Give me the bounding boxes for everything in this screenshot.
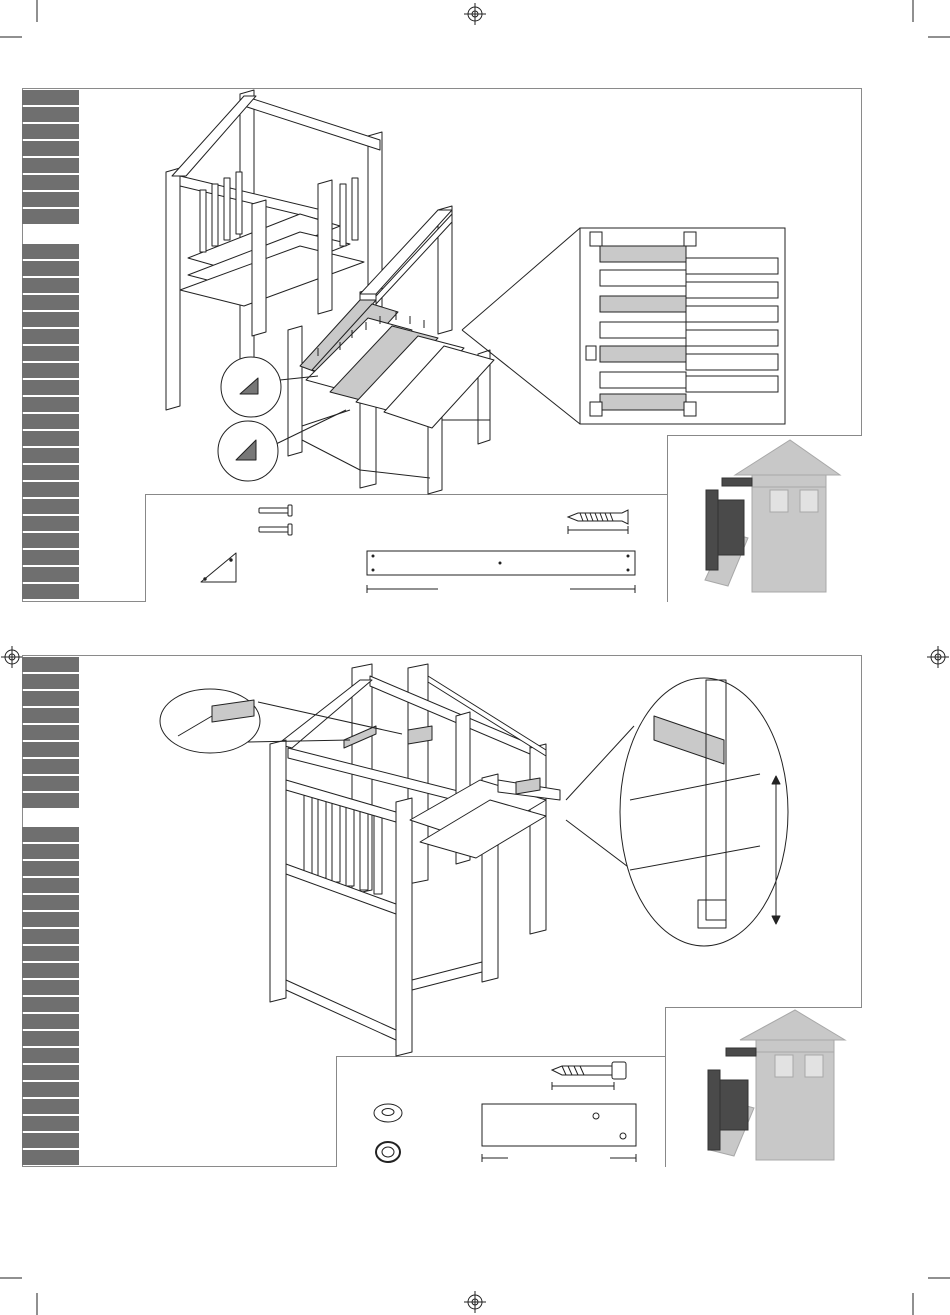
tab-marker bbox=[22, 1065, 79, 1080]
tab-marker bbox=[22, 657, 79, 672]
tab-marker bbox=[22, 1150, 79, 1165]
tab-marker bbox=[22, 929, 79, 944]
tab-marker bbox=[22, 725, 79, 740]
tab-marker bbox=[22, 1133, 79, 1148]
tab-marker bbox=[22, 980, 79, 995]
tab-marker bbox=[22, 946, 79, 961]
tab-marker bbox=[22, 742, 79, 757]
tab-marker bbox=[22, 708, 79, 723]
tab-marker bbox=[22, 674, 79, 689]
tab-marker bbox=[22, 691, 79, 706]
tab-marker bbox=[22, 861, 79, 876]
tab-marker bbox=[22, 1116, 79, 1131]
tab-marker bbox=[22, 912, 79, 927]
tab-marker bbox=[22, 878, 79, 893]
tab-marker bbox=[22, 1014, 79, 1029]
tab-marker bbox=[22, 963, 79, 978]
tab-marker bbox=[22, 1031, 79, 1046]
tab-marker bbox=[22, 844, 79, 859]
tab-marker bbox=[22, 759, 79, 774]
tab-marker bbox=[22, 1082, 79, 1097]
tab-marker bbox=[22, 895, 79, 910]
tab-marker bbox=[22, 827, 79, 842]
tab-marker bbox=[22, 776, 79, 791]
tab-marker bbox=[22, 997, 79, 1012]
tab-marker bbox=[22, 1099, 79, 1114]
tab-marker bbox=[22, 1048, 79, 1063]
tab-marker bbox=[22, 793, 79, 808]
